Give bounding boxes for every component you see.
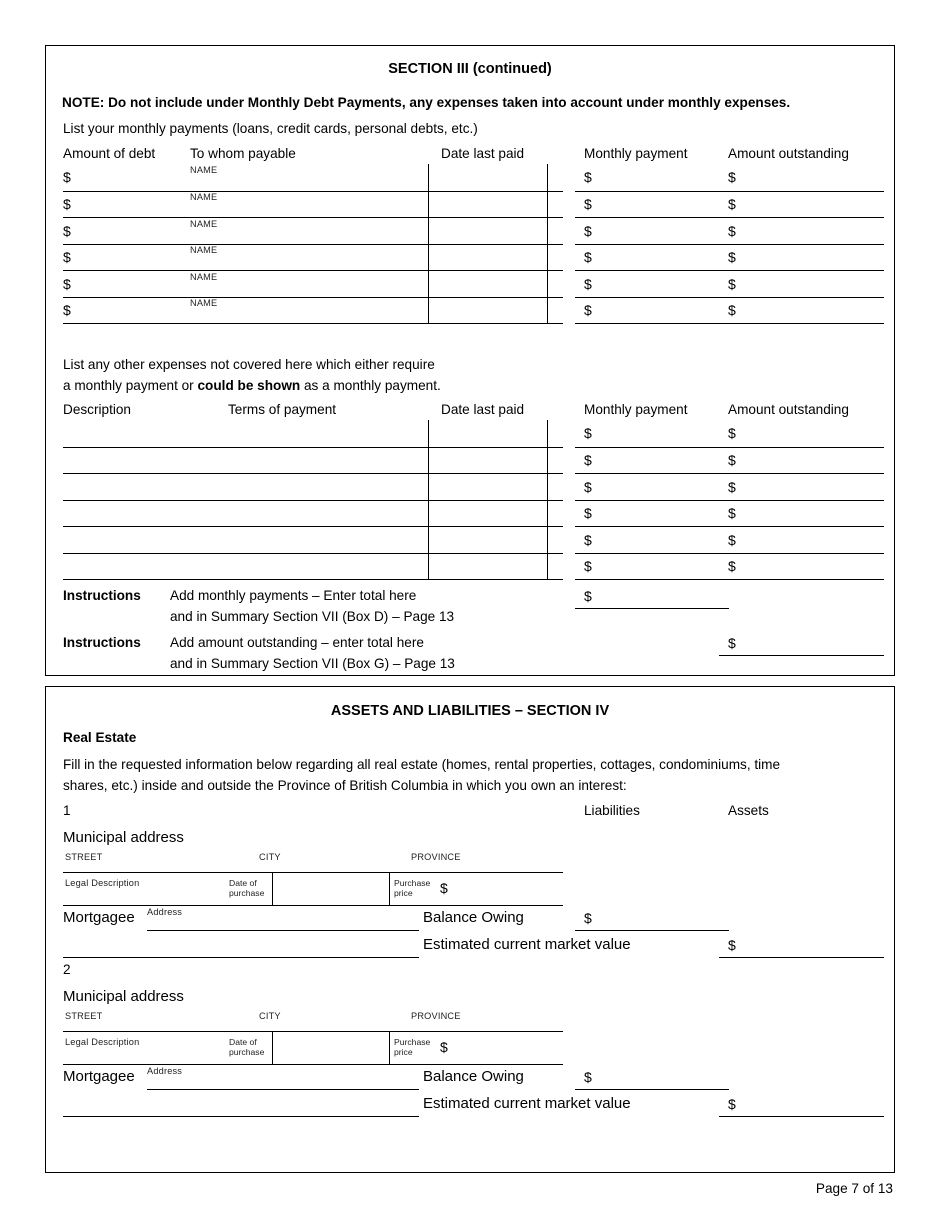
other-monthly-cell[interactable]: $ bbox=[584, 425, 592, 441]
debt-row-rule-left bbox=[63, 217, 563, 218]
purchase-price-line1: Purchase bbox=[394, 878, 431, 888]
legal-description-rule bbox=[63, 905, 563, 906]
header-monthly-payment: Monthly payment bbox=[584, 402, 688, 417]
other-row-rule-left bbox=[63, 447, 563, 448]
city-label: CITY bbox=[259, 1011, 281, 1021]
purchase-price-line2: price bbox=[394, 1046, 413, 1057]
mortgagee-address-label: Address bbox=[147, 1066, 183, 1076]
debt-amount-cell[interactable]: $ bbox=[63, 196, 71, 212]
debt-row-rule-left bbox=[63, 297, 563, 298]
legal-description-rule bbox=[63, 1064, 563, 1065]
real-estate-intro-line2: shares, etc.) inside and outside the Province of British Columbia in which you own an interest: bbox=[63, 778, 627, 793]
real-estate-heading: Real Estate bbox=[63, 730, 137, 745]
header-assets: Assets bbox=[728, 803, 769, 818]
date-of-purchase-label bbox=[229, 879, 289, 899]
debt-row-rule-right bbox=[575, 297, 884, 298]
amount-outstanding-total-rule bbox=[719, 655, 884, 656]
debt-row-rule-right bbox=[575, 191, 884, 192]
estimated-market-value-rule bbox=[719, 1116, 884, 1117]
monthly-payments-total-symbol[interactable]: $ bbox=[584, 588, 592, 604]
debt-name-label: NAME bbox=[190, 271, 218, 282]
other-row-rule-right bbox=[575, 579, 884, 580]
other-row-rule-right bbox=[575, 473, 884, 474]
purchase-price-line1: Purchase bbox=[394, 1037, 431, 1047]
debt-amount-cell[interactable]: $ bbox=[63, 222, 71, 239]
header-amount-of-debt: Amount of debt bbox=[63, 146, 156, 161]
property-number: 2 bbox=[63, 962, 71, 977]
amount-outstanding-total-symbol[interactable]: $ bbox=[728, 635, 736, 651]
date-column-right-rule bbox=[547, 420, 548, 580]
debt-amount-cell[interactable]: $ bbox=[63, 275, 71, 292]
date-of-purchase-label bbox=[229, 1038, 289, 1058]
other-row-rule-left bbox=[63, 553, 563, 554]
municipal-address-rule bbox=[63, 872, 563, 873]
debt-monthly-cell[interactable]: $ bbox=[584, 302, 592, 318]
section-iii-panel bbox=[45, 45, 895, 676]
header-terms-of-payment: Terms of payment bbox=[228, 402, 337, 417]
purchase-price-value[interactable]: $ bbox=[440, 880, 448, 896]
instructions-label: Instructions bbox=[63, 588, 141, 603]
date-column-right-rule bbox=[547, 164, 548, 324]
debt-monthly-cell[interactable]: $ bbox=[584, 196, 592, 212]
balance-owing-label: Balance Owing bbox=[423, 909, 524, 926]
debt-outstanding-cell[interactable]: $ bbox=[728, 249, 736, 265]
other-monthly-cell[interactable]: $ bbox=[584, 452, 592, 468]
mortgagee-label: Mortgagee bbox=[63, 1068, 135, 1085]
date-of-purchase-line2: purchase bbox=[229, 887, 265, 898]
other-outstanding-cell[interactable]: $ bbox=[728, 452, 736, 468]
debt-monthly-cell[interactable]: $ bbox=[584, 222, 592, 239]
other-monthly-cell[interactable]: $ bbox=[584, 505, 592, 521]
header-monthly-payment: Monthly payment bbox=[584, 146, 688, 161]
balance-owing-value[interactable]: $ bbox=[584, 1069, 592, 1085]
real-estate-intro-line1: Fill in the requested information below regarding all real estate (homes, rental properties, cottages, condominiums, time bbox=[63, 757, 781, 772]
other-row-rule-left bbox=[63, 526, 563, 527]
date-of-purchase-line2: purchase bbox=[229, 1046, 265, 1057]
estimated-market-value-label: Estimated current market value bbox=[423, 1095, 631, 1112]
debt-row-rule-left bbox=[63, 323, 563, 324]
date-of-purchase-divider bbox=[272, 872, 273, 905]
instructions-text-line1: Add monthly payments – Enter total here bbox=[170, 588, 417, 603]
section-iv-panel bbox=[45, 686, 895, 1173]
municipal-address-label: Municipal address bbox=[63, 829, 184, 846]
city-label: CITY bbox=[259, 852, 281, 862]
legal-description-label: Legal Description bbox=[65, 1037, 140, 1047]
instructions-text-line2: and in Summary Section VII (Box G) – Page 13 bbox=[170, 656, 455, 671]
other-monthly-cell[interactable]: $ bbox=[584, 531, 592, 548]
date-of-purchase-line1: Date of bbox=[229, 1037, 257, 1047]
purchase-price-value[interactable]: $ bbox=[440, 1039, 448, 1055]
debt-outstanding-cell[interactable]: $ bbox=[728, 169, 736, 185]
header-amount-outstanding: Amount outstanding bbox=[728, 146, 849, 161]
date-column-left-rule bbox=[428, 420, 429, 580]
debt-name-label: NAME bbox=[190, 245, 218, 255]
balance-owing-rule bbox=[575, 930, 729, 931]
debt-outstanding-cell[interactable]: $ bbox=[728, 275, 736, 292]
header-date-last-paid: Date last paid bbox=[441, 146, 525, 161]
property-number: 1 bbox=[63, 803, 71, 818]
mortgagee-address-rule bbox=[147, 1089, 419, 1090]
mortgagee-address-label: Address bbox=[147, 907, 183, 917]
debt-outstanding-cell[interactable]: $ bbox=[728, 302, 736, 318]
other-intro-part-a: a monthly payment or bbox=[63, 378, 198, 393]
debt-monthly-cell[interactable]: $ bbox=[584, 169, 592, 185]
street-label: STREET bbox=[65, 1011, 103, 1021]
debt-outstanding-cell[interactable]: $ bbox=[728, 222, 736, 239]
debt-monthly-cell[interactable]: $ bbox=[584, 275, 592, 292]
other-outstanding-cell[interactable]: $ bbox=[728, 558, 736, 574]
mortgagee-second-rule bbox=[63, 1116, 419, 1117]
other-monthly-cell[interactable]: $ bbox=[584, 558, 592, 574]
province-label: PROVINCE bbox=[411, 852, 461, 862]
municipal-address-rule bbox=[63, 1031, 563, 1032]
other-outstanding-cell[interactable]: $ bbox=[728, 425, 736, 441]
section-iii-intro: List your monthly payments (loans, credit cards, personal debts, etc.) bbox=[63, 121, 478, 136]
instructions-label: Instructions bbox=[63, 635, 141, 650]
province-label: PROVINCE bbox=[411, 1011, 461, 1021]
date-of-purchase-line1: Date of bbox=[229, 878, 257, 888]
other-monthly-cell[interactable]: $ bbox=[584, 478, 592, 495]
header-description: Description bbox=[63, 402, 131, 417]
legal-description-label: Legal Description bbox=[65, 878, 140, 888]
estimated-market-value-amount[interactable]: $ bbox=[728, 937, 736, 953]
purchase-price-divider bbox=[389, 1031, 390, 1064]
other-row-rule-left bbox=[63, 473, 563, 474]
debt-amount-cell[interactable]: $ bbox=[63, 302, 71, 318]
section-iii-title: SECTION III (continued) bbox=[388, 61, 552, 77]
estimated-market-value-rule bbox=[719, 957, 884, 958]
debt-row-rule-right bbox=[575, 217, 884, 218]
other-row-rule-right bbox=[575, 553, 884, 554]
other-expenses-intro-line2 bbox=[63, 379, 441, 393]
other-row-rule-right bbox=[575, 526, 884, 527]
debt-name-label: NAME bbox=[190, 218, 218, 229]
debt-row-rule-left bbox=[63, 244, 563, 245]
other-row-rule-right bbox=[575, 447, 884, 448]
monthly-payments-total-rule bbox=[575, 608, 729, 609]
section-iii-note: NOTE: Do not include under Monthly Debt Payments, any expenses taken into account under monthly expenses. bbox=[62, 95, 791, 110]
estimated-market-value-label: Estimated current market value bbox=[423, 936, 631, 953]
page-number-footer: Page 7 of 13 bbox=[815, 1181, 893, 1196]
other-row-rule-right bbox=[575, 500, 884, 501]
street-label: STREET bbox=[65, 852, 103, 862]
debt-row-rule-right bbox=[575, 244, 884, 245]
debt-monthly-cell[interactable]: $ bbox=[584, 249, 592, 265]
other-intro-emphasis: could be shown bbox=[197, 378, 301, 393]
instructions-text-line2: and in Summary Section VII (Box D) – Page 13 bbox=[170, 609, 455, 624]
header-liabilities: Liabilities bbox=[584, 803, 640, 818]
date-of-purchase-divider bbox=[272, 1031, 273, 1064]
debt-name-label: NAME bbox=[190, 298, 218, 308]
debt-name-label: NAME bbox=[190, 192, 218, 202]
purchase-price-divider bbox=[389, 872, 390, 905]
debt-row-rule-left bbox=[63, 270, 563, 271]
other-outstanding-cell[interactable]: $ bbox=[728, 531, 736, 548]
debt-amount-cell[interactable]: $ bbox=[63, 169, 71, 185]
debt-name-label: NAME bbox=[190, 165, 218, 175]
balance-owing-rule bbox=[575, 1089, 729, 1090]
debt-amount-cell[interactable]: $ bbox=[63, 249, 71, 265]
municipal-address-label: Municipal address bbox=[63, 988, 184, 1005]
balance-owing-label: Balance Owing bbox=[423, 1068, 524, 1085]
debt-row-rule-right bbox=[575, 270, 884, 271]
other-expenses-intro-line1: List any other expenses not covered here which either require bbox=[63, 357, 435, 372]
balance-owing-value[interactable]: $ bbox=[584, 910, 592, 926]
purchase-price-line2: price bbox=[394, 887, 413, 898]
other-intro-part-c: as a monthly payment. bbox=[300, 378, 441, 393]
debt-row-rule-left bbox=[63, 191, 563, 192]
mortgagee-second-rule bbox=[63, 957, 419, 958]
section-iv-title: ASSETS AND LIABILITIES – SECTION IV bbox=[330, 703, 610, 719]
other-outstanding-cell[interactable]: $ bbox=[728, 505, 736, 521]
header-date-last-paid: Date last paid bbox=[441, 402, 525, 417]
date-column-left-rule bbox=[428, 164, 429, 324]
header-amount-outstanding: Amount outstanding bbox=[728, 402, 849, 417]
mortgagee-label: Mortgagee bbox=[63, 909, 135, 926]
instructions-text-line1: Add amount outstanding – enter total here bbox=[170, 635, 424, 650]
header-to-whom-payable: To whom payable bbox=[190, 146, 296, 161]
other-row-rule-left bbox=[63, 579, 563, 580]
estimated-market-value-amount[interactable]: $ bbox=[728, 1096, 736, 1112]
mortgagee-address-rule bbox=[147, 930, 419, 931]
debt-outstanding-cell[interactable]: $ bbox=[728, 196, 736, 212]
other-outstanding-cell[interactable]: $ bbox=[728, 478, 736, 495]
other-row-rule-left bbox=[63, 500, 563, 501]
debt-row-rule-right bbox=[575, 323, 884, 324]
